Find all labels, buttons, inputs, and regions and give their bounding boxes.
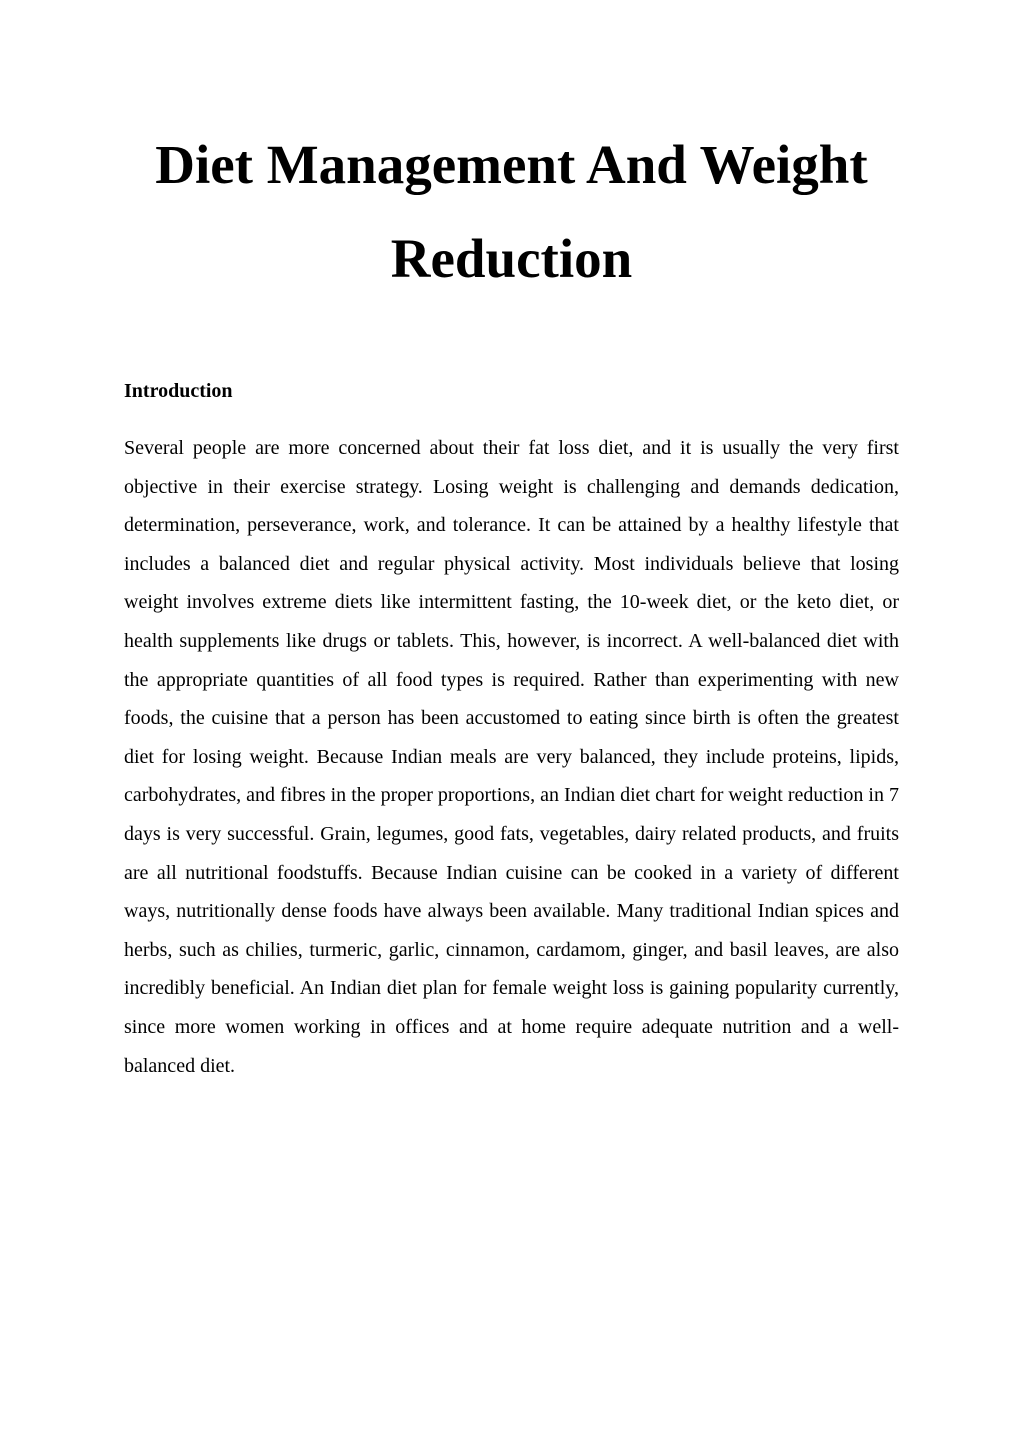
document-title: Diet Management And Weight Reduction	[155, 134, 868, 289]
introduction-paragraph: Several people are more concerned about their fat loss diet, and it is usually the very first objective in their exercise strategy. Losing weight is challenging and demands dedication, determination, perseverance, work, and tolerance. It can be attained by a healthy lifestyle that includes a balanced diet and regular physical activity. Most individuals believe that losing weight involves extreme diets like intermittent fasting, the 10-week diet, or the keto diet, or health supplements like drugs or tablets. This, however, is incorrect. A well-balanced diet with the appropriate quantities of all food types is required. Rather than experimenting with new foods, the cuisine that a person has been accustomed to eating since birth is often the greatest diet for losing weight. Because Indian meals are very balanced, they include proteins, lipids, carbohydrates, and fibres in the proper proportions, an Indian diet chart for weight reduction in 7 days is very successful. Grain, legumes, good fats, vegetables, dairy related products, and fruits are all nutritional foodstuffs. Because Indian cuisine can be cooked in a variety of different ways, nutritionally dense foods have always been available. Many traditional Indian spices and herbs, such as chilies, turmeric, garlic, cinnamon, cardamom, ginger, and basil leaves, are also incredibly beneficial. An Indian diet plan for female weight loss is gaining popularity currently, since more women working in offices and at home require adequate nutrition and a well-balanced diet.	[124, 437, 899, 1077]
section-heading-introduction: Introduction	[124, 380, 233, 402]
